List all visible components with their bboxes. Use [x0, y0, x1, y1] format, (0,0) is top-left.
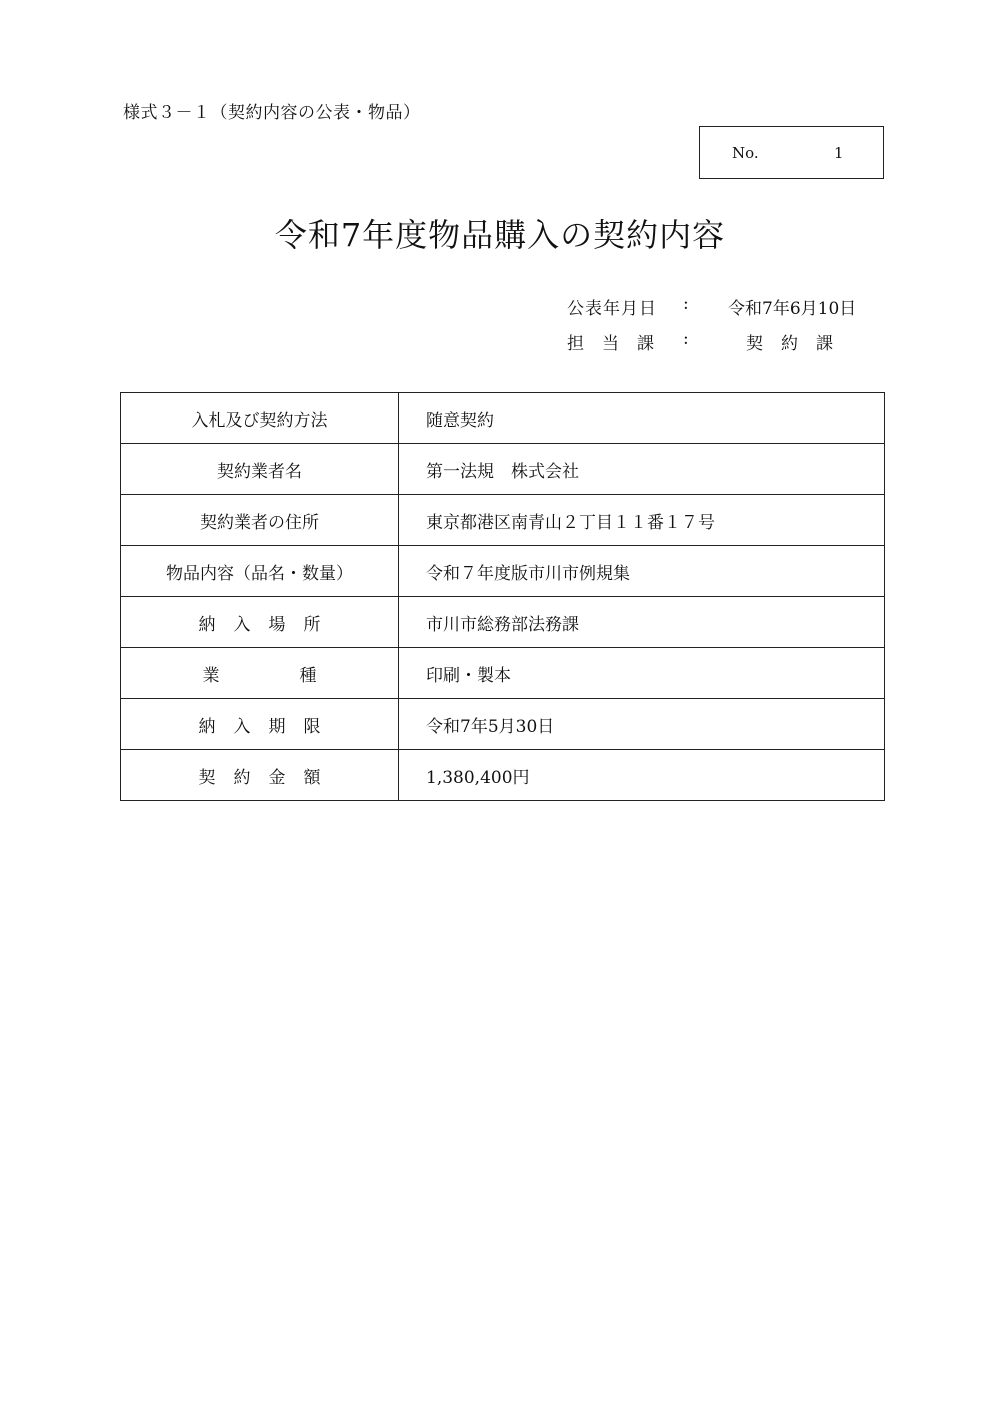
- row-label-text: 契約業者名: [217, 461, 302, 482]
- table-row: [121, 648, 885, 699]
- row-value-industry-type: [399, 648, 885, 699]
- row-label-delivery-deadline: [121, 699, 399, 750]
- row-label-text: 契約金額: [198, 767, 339, 788]
- row-label-contract-amount: [121, 750, 399, 801]
- row-value-text: 令和7年5月30日: [426, 716, 555, 737]
- row-label-contractor-name: [121, 444, 399, 495]
- table-row: [121, 393, 885, 444]
- row-value-text: 市川市総務部法務課: [426, 614, 579, 635]
- page-title: 令和7年度物品購入の契約内容: [274, 216, 726, 254]
- table-row: [121, 699, 885, 750]
- row-value-delivery-location: [399, 597, 885, 648]
- row-value-contract-method: [399, 393, 885, 444]
- row-value-text: 第一法規 株式会社: [426, 461, 579, 482]
- form-number-label: 様式３－１（契約内容の公表・物品）: [123, 103, 421, 123]
- row-value-text: 令和７年度版市川市例規集: [426, 563, 630, 584]
- row-label-contractor-address: [121, 495, 399, 546]
- row-label-contract-method: [121, 393, 399, 444]
- row-value-text: 東京都港区南青山２丁目１１番１７号: [426, 512, 715, 533]
- table-row: [121, 495, 885, 546]
- row-label-text: 物品内容（品名・数量）: [166, 563, 353, 584]
- row-label-text: 業種: [202, 665, 397, 686]
- row-value-item-details: [399, 546, 885, 597]
- row-value-contract-amount: [399, 750, 885, 801]
- department-label: 担当課: [567, 334, 672, 354]
- row-label-text: 納入場所: [198, 614, 339, 635]
- table-row: [121, 546, 885, 597]
- row-value-contractor-address: [399, 495, 885, 546]
- row-label-item-details: [121, 546, 399, 597]
- row-value-text: 随意契約: [426, 410, 494, 431]
- department-colon: :: [683, 329, 689, 349]
- table-row: [121, 750, 885, 801]
- publication-date-label: 公表年月日: [567, 299, 657, 319]
- row-value-delivery-deadline: [399, 699, 885, 750]
- document-number-box: [699, 126, 884, 179]
- row-label-text: 入札及び契約方法: [191, 410, 328, 431]
- publication-date-colon: :: [683, 294, 689, 314]
- row-value-contractor-name: [399, 444, 885, 495]
- document-number-value: 1: [834, 144, 844, 162]
- table-row: [121, 597, 885, 648]
- row-label-text: 契約業者の住所: [200, 512, 319, 533]
- contract-info-table: [120, 392, 885, 801]
- row-label-text: 納入期限: [198, 716, 339, 737]
- table-row: [121, 444, 885, 495]
- document-number-label: No.: [732, 144, 759, 162]
- row-label-industry-type: [121, 648, 399, 699]
- publication-date-value: 令和7年6月10日: [728, 299, 857, 319]
- row-label-delivery-location: [121, 597, 399, 648]
- row-value-text: 1,380,400円: [426, 767, 530, 788]
- row-value-text: 印刷・製本: [426, 665, 511, 686]
- department-value: 契約課: [746, 334, 851, 354]
